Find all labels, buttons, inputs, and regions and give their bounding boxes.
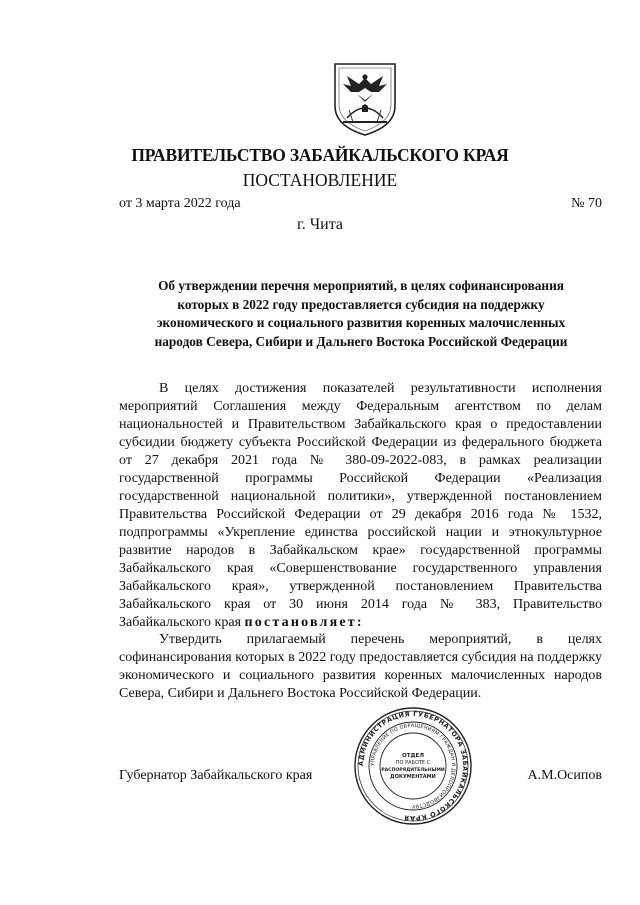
document-number: № 70 (571, 196, 602, 211)
stamp-inner-ring: УПРАВЛЕНИЕ ПО ОБРАЩЕНИЯМ ГРАЖДАН И ДЕЛОПРОИЗВОДСТВУ (369, 722, 457, 810)
signatory-role: Губернатор Забайкальского края (119, 768, 313, 783)
title-line: народов Севера, Сибири и Дальнего Востока Российской Федерации (154, 333, 568, 349)
document-type: ПОСТАНОВЛЕНИЕ (242, 170, 398, 190)
organization-title: ПРАВИТЕЛЬСТВО ЗАБАЙКАЛЬСКОГО КРАЯ (131, 145, 509, 165)
resolves-word: постановляет: (244, 615, 364, 630)
city: г. Чита (296, 216, 343, 233)
document-date: от 3 марта 2022 года (119, 196, 241, 211)
coat-of-arms-icon (329, 60, 401, 138)
document-title (122, 277, 600, 351)
stamp-outer-ring: АДМИНИСТРАЦИЯ ГУБЕРНАТОРА ЗАБАЙКАЛЬСКОГО КРАЯ (356, 709, 470, 823)
emblem (329, 60, 401, 138)
official-stamp (352, 705, 474, 827)
preamble-paragraph (119, 380, 602, 632)
stamp-seal-icon (352, 705, 474, 827)
stamp-center-line: РАСПОРЯДИТЕЛЬНЫМИ (381, 768, 445, 773)
title-line: которых в 2022 году предоставляется субсидия на поддержку (177, 296, 545, 312)
stamp-center-line: ОТДЕЛ (401, 753, 425, 759)
decision-paragraph: Утвердить прилагаемый перечень мероприятий, в целях софинансирования которых в 2022 году предоставляется субсидия на поддержку экономического и социального развития коренных малочисленных народов Севера, Сибири и Дальнего Востока Российской Федерации. (119, 632, 602, 701)
title-line: Об утверждении перечня мероприятий, в целях софинансирования (158, 278, 564, 293)
signatory-name: А.М.Осипов (527, 768, 602, 783)
stamp-center-line: ПО РАБОТЕ С (395, 760, 431, 766)
stamp-center-line: ДОКУМЕНТАМИ (390, 774, 436, 780)
title-line: экономического и социального развития коренных малочисленных (156, 315, 566, 330)
preamble-text: В целях достижения показателей результативности исполнения мероприятий Соглашения между Федеральным агентством по делам национальностей и Правительством Забайкальского края о предоставлении субсидии бюджету субъекта Российской Федерации из федерального бюджета от 27 декабря 2021 года № 380-09-2022-083, в рамках реализации государственной программы Российской Федерации «Реализация государственной национальной политики», утвержденной постановлением Правительства Российской Федерации от 29 декабря 2016 года № 1532, подпрограммы «Укрепление единства российской нации и этнокультурное развитие народов в Забайкальском крае» государственной программы Забайкальского края «Совершенствование государственного управления Забайкальского края», утвержденной постановлением Правительства Забайкальского края от 30 июня 2014 года № 383, Правительство Забайкальского края (119, 381, 602, 630)
